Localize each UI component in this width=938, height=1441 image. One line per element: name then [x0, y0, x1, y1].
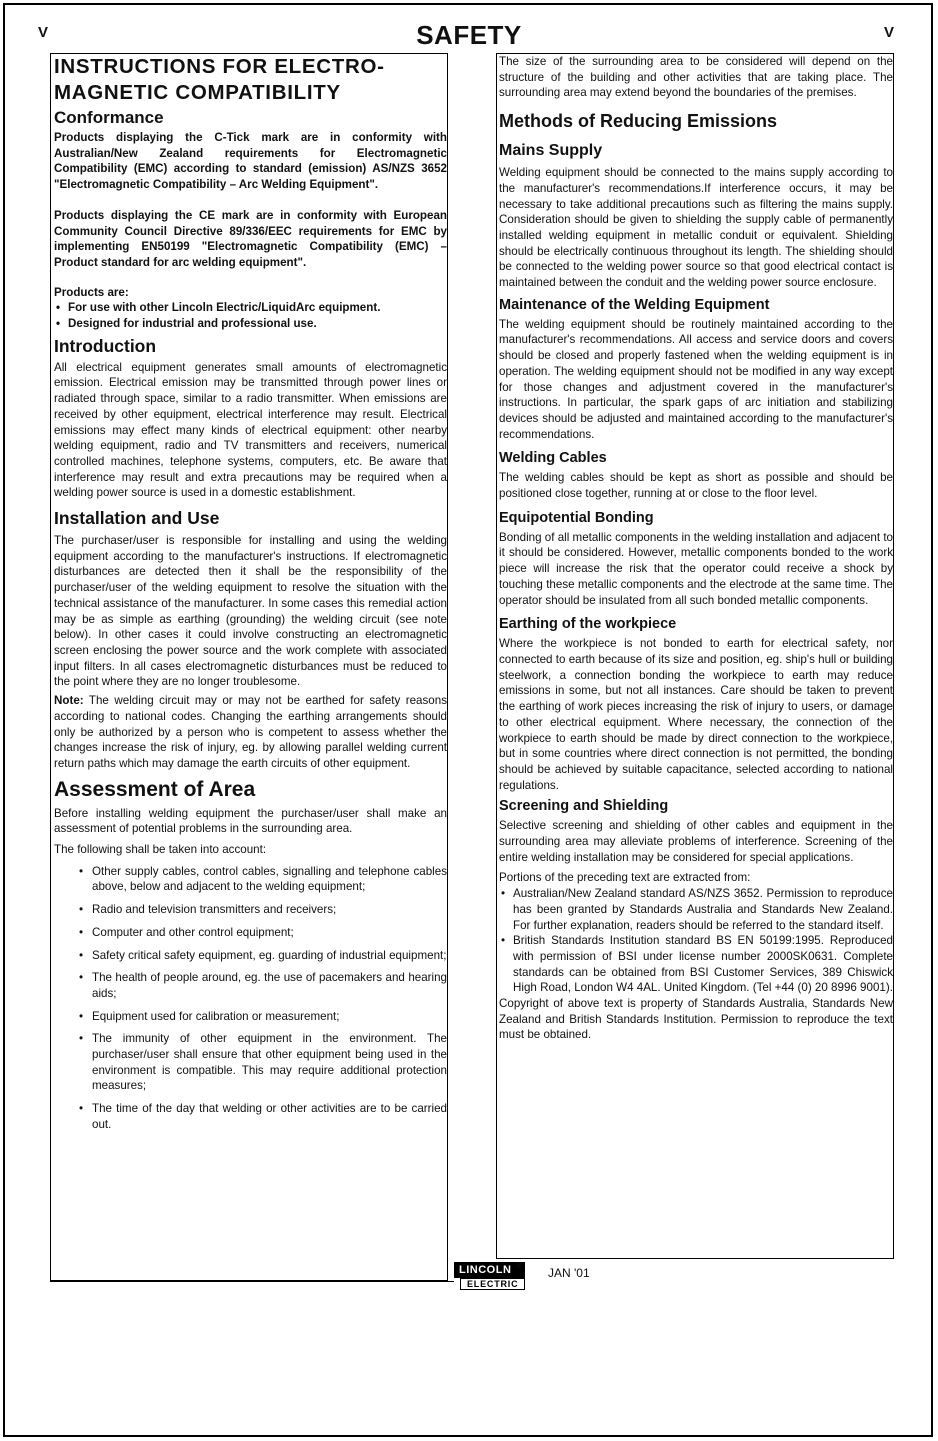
cables-heading: Welding Cables [499, 450, 607, 467]
cables-text: The welding cables should be kept as short as possible and should be positioned close together, running at or close to the floor level. [499, 471, 893, 501]
screening-heading: Screening and Shielding [499, 798, 669, 815]
methods-heading: Methods of Reducing Emissions [499, 111, 778, 132]
list-item: • The time of the day that welding or other activities are to be carried out. [79, 1101, 447, 1132]
products-label: Products are: [54, 285, 129, 299]
main-title: INSTRUCTIONS FOR ELECTRO-MAGNETIC COMPATIBILITY [54, 55, 385, 104]
lincoln-electric-logo [454, 1262, 525, 1290]
left-column [50, 53, 448, 1281]
earthing-text: Where the workpiece is not bonded to earth for electrical safety, nor connected to earth because of its size and position, eg. ship's hull or building steelwork, a connection bonding the workpiece to earth may reduce emissions in some, but not all instances. Care should be taken to prevent the earthing of work pieces increasing the risk of injury to users, or damage to other electrical equipment. Where necessary, the connection of the workpiece to earth should be made by direct connection to the workpiece, but in some countries where direct connection is not permitted, the bonding should be achieved by suitable capacitance, selected according to national regulations. [499, 637, 893, 792]
bonding-heading: Equipotential Bonding [499, 509, 654, 526]
installation-note [54, 693, 447, 772]
assessment-account-label: The following shall be taken into account: [54, 843, 267, 857]
area-size-text: The size of the surrounding area to be considered will depend on the structure of the building and other activities that are taking place. The surrounding area may extend beyond the boundaries of the premises. [499, 55, 893, 100]
assessment-heading: Assessment of Area [54, 777, 256, 801]
mains-heading: Mains Supply [499, 142, 603, 160]
list-item: • Australian/New Zealand standard AS/NZS 3652. Permission to reproduce has been granted by Standards Australia and Standards New Zealand. For further explanation, readers should be referred to the standard itself. [501, 886, 893, 933]
introduction-text: All electrical equipment generates small amounts of electromagnetic emission. Electrical emission may be transmitted through power lines or radiated through space, similar to a radio transmitter. When emissions are received by other equipment, electrical interference may result. Electrical emissions may effect many kinds of electrical equipment: other nearby welding equipment, radio and TV transmitters and receivers, numerical controlled machines, telephone systems, computers, etc. Be aware that interference may result and extra precautions may be required when a welding power source is used in a domestic establishment. [54, 360, 447, 500]
list-item: • Radio and television transmitters and receivers; [79, 902, 447, 918]
list-item: • For use with other Lincoln Electric/LiquidArc equipment. [56, 300, 447, 316]
right-column [496, 53, 894, 1259]
conformance-heading: Conformance [54, 108, 164, 127]
assessment-list [54, 864, 447, 1133]
maintenance-text: The welding equipment should be routinely maintained according to the manufacturer's recommendations. All access and service doors and covers should be closed and properly fastened when the welding equipment is in operation. The welding equipment should not be modified in any way except for those changes and adjustment covered in the manufacturer's instructions. In particular, the spark gaps of arc initiation and stabilizing devices should be adjusted and maintained according to the manufacturer's recommendations. [499, 317, 893, 441]
mains-text: Welding equipment should be connected to the mains supply according to the manufacturer's recommendations.If interference occurs, it may be necessary to take additional precautions such as filtering the mains supply. Consideration should be given to shielding the supply cable of permanently installed welding equipment in metallic conduit or equivalent. Shielding should be electrically continuous throughout its length. The shielding should be connected to the welding power source so that good electrical contact is maintained between the conduit and the welding power source enclosure. [499, 166, 893, 290]
footer-rule [50, 1281, 454, 1282]
assessment-intro: Before installing welding equipment the purchaser/user shall make an assessment of potential problems in the surrounding area. [54, 806, 447, 836]
installation-text: The purchaser/user is responsible for installing and using the welding equipment according to the manufacturer's instructions. If electromagnetic disturbances are detected then it shall be the responsibility of the purchaser/user of the welding equipment to resolve the situation with the technical assistance of the manufacturer. In some cases this remedial action may be as simple as earthing (grounding) the welding circuit (see note below). In other cases it could involve constructing an electromagnetic screen enclosing the power source and the work complete with associated input filters. In all cases electromagnetic disturbances must be reduced to the point where they are no longer troublesome. [54, 534, 447, 689]
list-item: • British Standards Institution standard BS EN 50199:1995. Reproduced with permission of BSI under license number 2000SK0631. Complete standards can be obtained from BSI Customer Services, 389 Chiswick High Road, London W4 4AL. United Kingdom. (Tel +44 (0) 20 8996 9001). [501, 933, 893, 996]
list-item: • Equipment used for calibration or measurement; [79, 1009, 447, 1025]
list-item: • Computer and other control equipment; [79, 925, 447, 941]
revision-date: JAN '01 [548, 1266, 590, 1280]
earthing-heading: Earthing of the workpiece [499, 616, 677, 633]
header-right-mark: V [884, 24, 895, 41]
bonding-text: Bonding of all metallic components in the welding installation and adjacent to it should be considered. However, metallic components bonded to the work piece will increase the risk that the operator could receive a shock by touching these metallic components and the electrode at the same time. The operator should be insulated from all such bonded metallic components. [499, 530, 893, 607]
conformance-ctick-text: Products displaying the C-Tick mark are in conformity with Australian/New Zealand requirements for Electromagnetic Compatibility (EMC) according to standard (emission) AS/NZS 3652 "Electromagnetic Compatibility – Arc Welding Equipment". [54, 131, 447, 192]
logo-bottom: ELECTRIC [460, 1278, 525, 1290]
products-list [54, 300, 447, 331]
registered-mark: ® [516, 1261, 522, 1270]
note-label: Note: [54, 694, 84, 708]
maintenance-heading: Maintenance of the Welding Equipment [499, 296, 770, 313]
list-item: • Designed for industrial and professional use. [56, 316, 447, 332]
note-text: The welding circuit may or may not be earthed for safety reasons according to national codes. Changing the earthing arrangements should only be authorized by a person who is competent to assess whether the changes increase the risk of injury, eg. by allowing parallel welding current return paths which may damage the earth circuits of other equipment. [54, 694, 447, 770]
copyright-text: Copyright of above text is property of Standards Australia, Standards New Zealand and British Standards Institution. Permission to reproduce the text must be obtained. [499, 997, 893, 1042]
screening-text: Selective screening and shielding of other cables and equipment in the surrounding area may alleviate problems of interference. Screening of the entire welding installation may be considered for special applications. [499, 819, 893, 864]
logo-top: LINCOLN [454, 1262, 525, 1278]
header-left-mark: V [38, 24, 49, 41]
list-item: • The immunity of other equipment in the environment. The purchaser/user shall ensure that other equipment being used in the environment is compatible. This may require additional protection measures; [79, 1031, 447, 1094]
sources-list [499, 886, 893, 996]
conformance-ce-text: Products displaying the CE mark are in conformity with European Community Council Directive 89/336/EEC requirements for EMC by implementing EN50199 "Electromagnetic Compatibility (EMC) – Product standard for arc welding equipment". [54, 208, 447, 269]
installation-heading: Installation and Use [54, 508, 220, 529]
list-item: • Other supply cables, control cables, signalling and telephone cables above, below and adjacent to the welding equipment; [79, 864, 447, 895]
list-item: • Safety critical safety equipment, eg. guarding of industrial equipment; [79, 948, 447, 964]
page-title: SAFETY [416, 20, 522, 50]
introduction-heading: Introduction [54, 335, 157, 356]
list-item: • The health of people around, eg. the use of pacemakers and hearing aids; [79, 970, 447, 1001]
sources-label: Portions of the preceding text are extracted from: [499, 871, 751, 885]
